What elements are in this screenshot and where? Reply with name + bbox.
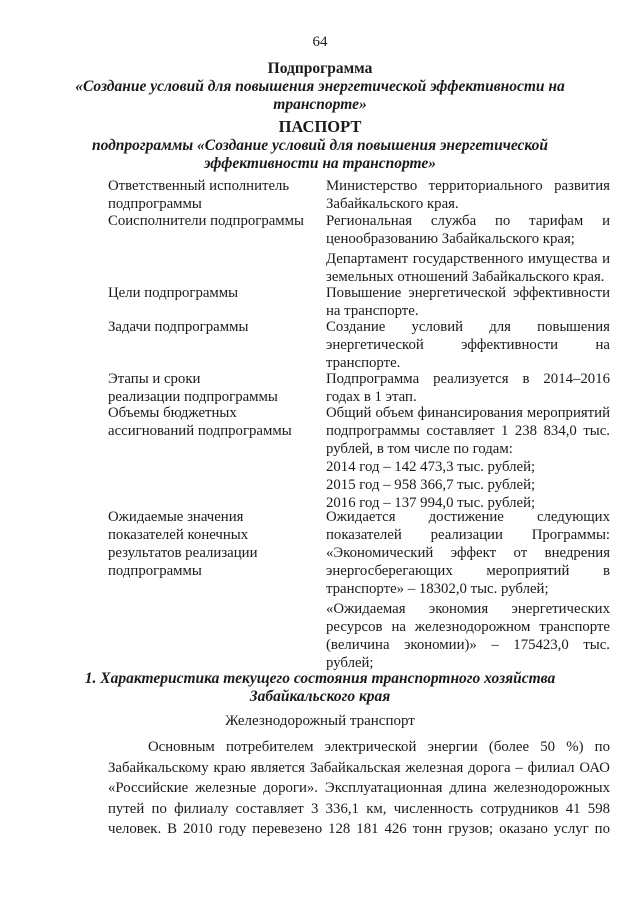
section-title-line2: Забайкальского края	[249, 688, 391, 705]
label-line: Соисполнители подпрограммы	[108, 213, 304, 229]
passport-subtitle-line1: подпрограммы «Создание условий для повышения энергетической	[91, 137, 549, 154]
label-line: Задачи подпрограммы	[108, 319, 249, 335]
passport-row-value-stages	[326, 370, 610, 406]
label-line: Ответственный исполнитель	[108, 178, 290, 194]
value-line: подпрограммы составляет 1 238 834,0 тыс.	[326, 423, 610, 439]
passport-subtitle-line2: эффективности на транспорте»	[203, 155, 436, 172]
label-line: реализации подпрограммы	[108, 389, 278, 405]
label-line: Этапы и сроки	[108, 371, 201, 387]
value-line: ценообразованию Забайкальского края;	[326, 231, 575, 247]
passport-row-label-coexecutors	[108, 212, 318, 230]
value-line: на транспорте.	[326, 303, 419, 319]
value-line: Создание условий для повышения	[326, 319, 610, 335]
label-line: результатов реализации	[108, 545, 258, 561]
value-line: Министерство территориального развития	[326, 178, 610, 194]
label-line: подпрограммы	[108, 563, 202, 579]
passport-row-value-expected	[326, 508, 610, 672]
value-line: рублей, в том числе по годам:	[326, 441, 513, 457]
passport-row-label-goals	[108, 284, 318, 302]
paragraph-line: Забайкальскому краю является Забайкальская железная дорога – филиал ОАО	[108, 759, 610, 776]
value-line: Подпрограмма реализуется в 2014–2016	[326, 371, 610, 387]
value-line: ресурсов на железнодорожном транспорте	[326, 619, 610, 635]
passport-row-label-stages	[108, 370, 318, 406]
value-line: «Экономический эффект от внедрения	[326, 545, 610, 561]
value-line: Общий объем финансирования мероприятий	[326, 405, 610, 421]
value-line: 2016 год – 137 994,0 тыс. рублей;	[326, 495, 536, 511]
passport-row-value-coexecutors	[326, 212, 610, 286]
passport-row-label-budget	[108, 404, 318, 440]
passport-row-value-goals	[326, 284, 610, 320]
value-line: Забайкальского края.	[326, 196, 459, 212]
value-line: транспорте» – 18302,0 тыс. рублей;	[326, 581, 549, 597]
paragraph-line: человек. В 2010 году перевезено 128 181 426 тонн грузов; оказано услуг по	[108, 821, 610, 837]
subprogram-heading: Подпрограмма	[267, 60, 373, 77]
value-line: (величина экономии)» – 175423,0 тыс.	[326, 637, 610, 653]
value-line: Департамент государственного имущества и	[326, 251, 610, 267]
label-line: Объемы бюджетных	[108, 405, 237, 421]
passport-row-value-responsible	[326, 177, 610, 213]
paragraph-line: путей по филиалу составляет 3 336,1 км, численность сотрудников 41 598	[108, 800, 610, 817]
value-line: транспорте.	[326, 355, 401, 371]
passport-row-label-responsible	[108, 177, 318, 213]
section-subtitle: Железнодорожный транспорт	[225, 713, 415, 729]
page-number: 64	[312, 34, 328, 50]
value-line: показателей реализации Программы:	[326, 527, 610, 543]
section-paragraph	[108, 737, 610, 840]
label-line: Ожидаемые значения	[108, 509, 244, 525]
passport-row-label-tasks	[108, 318, 318, 336]
label-line: ассигнований подпрограммы	[108, 423, 292, 439]
label-line: подпрограммы	[108, 196, 202, 212]
section-title-line1: 1. Характеристика текущего состояния транспортного хозяйства	[84, 670, 556, 687]
label-line: показателей конечных	[108, 527, 249, 543]
passport-row-label-expected	[108, 508, 318, 580]
subprogram-title-line1: «Создание условий для повышения энергетической эффективности на	[75, 78, 565, 95]
value-line: Региональная служба по тарифам и	[326, 213, 610, 229]
label-line: Цели подпрограммы	[108, 285, 239, 301]
paragraph-line: «Российские железные дороги». Эксплуатационная длина железнодорожных	[108, 780, 610, 796]
value-line: рублей;	[326, 655, 374, 671]
value-line: энергетической эффективности на	[326, 337, 610, 353]
value-line: Повышение энергетической эффективности	[326, 285, 610, 301]
value-line: земельных отношений Забайкальского края.	[326, 269, 605, 285]
value-line: энергосберегающих мероприятий в	[326, 563, 610, 579]
value-line: годах в 1 этап.	[326, 389, 417, 405]
subprogram-title-line2: транспорте»	[273, 96, 367, 113]
value-line: 2015 год – 958 366,7 тыс. рублей;	[326, 477, 536, 493]
value-line: Ожидается достижение следующих	[326, 509, 610, 525]
passport-row-value-budget	[326, 404, 610, 512]
paragraph-line: Основным потребителем электрической энергии (более 50 %) по	[148, 739, 610, 755]
passport-title: ПАСПОРТ	[278, 117, 362, 136]
value-line: 2014 год – 142 473,3 тыс. рублей;	[326, 459, 536, 475]
value-line: «Ожидаемая экономия энергетических	[326, 601, 610, 617]
passport-row-value-tasks	[326, 318, 610, 372]
